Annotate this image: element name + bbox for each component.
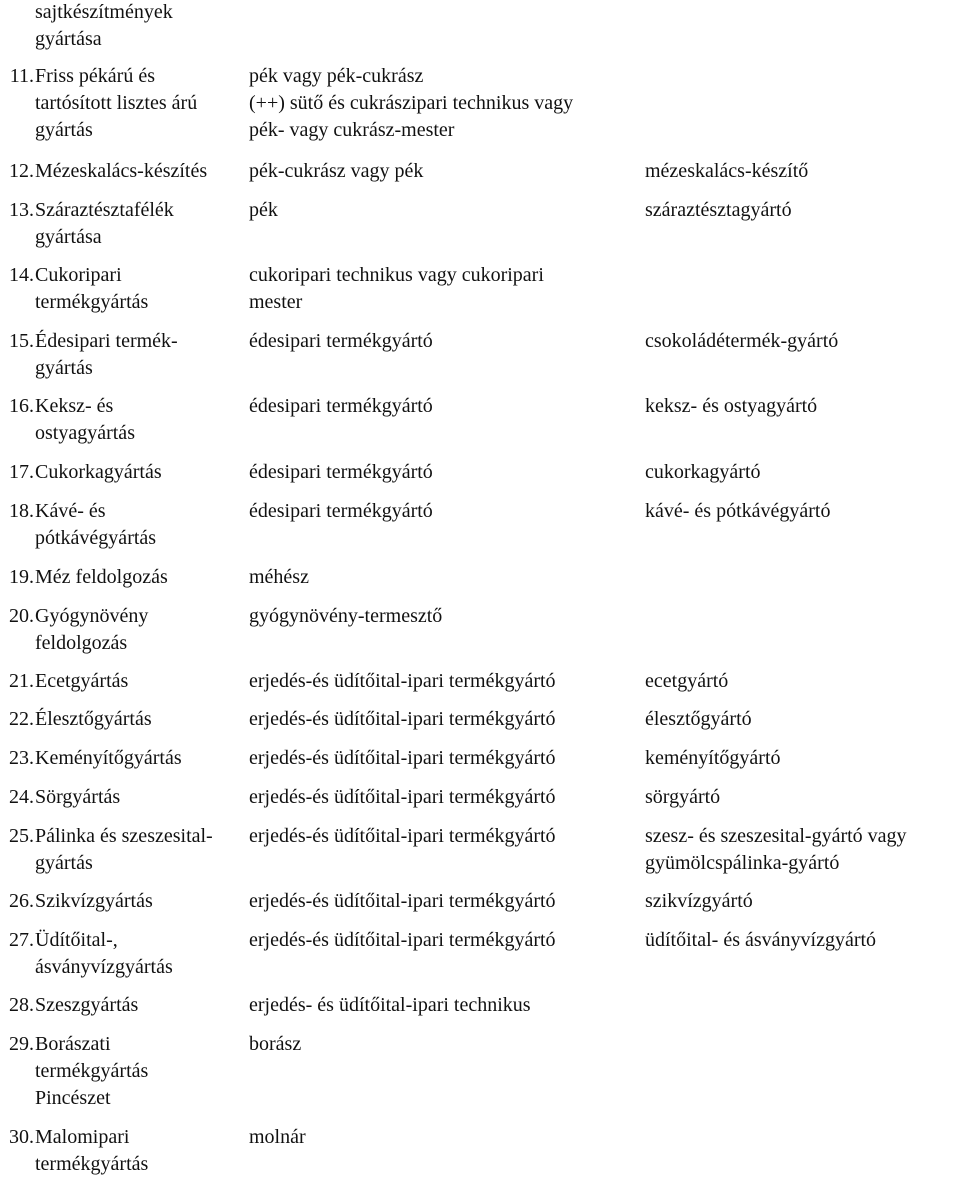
row-number: 29. (9, 1033, 34, 1055)
row-number: 21. (9, 670, 34, 692)
activity-name: Keményítőgyártás (35, 747, 182, 769)
row-number: 15. (9, 330, 34, 352)
row-number: 16. (9, 395, 34, 417)
qualification: borász (249, 1033, 302, 1055)
occupation: sörgyártó (645, 786, 721, 808)
row-number: 11. (9, 65, 34, 87)
qualification: pék-cukrász vagy pék (249, 160, 424, 182)
qualification: molnár (249, 1126, 306, 1148)
qualification: erjedés-és üdítőital-ipari termékgyártó (249, 708, 556, 730)
activity-name: Pálinka és szeszesital- gyártás (35, 825, 213, 874)
qualification: édesipari termékgyártó (249, 395, 433, 417)
qualification: édesipari termékgyártó (249, 500, 433, 522)
occupation: kávé- és pótkávégyártó (645, 500, 831, 522)
activity-name: Keksz- és ostyagyártás (35, 395, 135, 444)
activity-name: Cukoripari termékgyártás (35, 264, 149, 313)
activity-name: Száraztésztafélék gyártása (35, 199, 174, 248)
activity-name: Édesipari termék- gyártás (35, 330, 178, 379)
activity-name: Cukorkagyártás (35, 461, 162, 483)
activity-name: Gyógynövény feldolgozás (35, 605, 149, 654)
occupation: keményítőgyártó (645, 747, 781, 769)
occupation: csokoládétermék-gyártó (645, 330, 839, 352)
activity-name: Friss pékárú és tartósított lisztes árú gyártás (35, 65, 198, 141)
occupation: üdítőital- és ásványvízgyártó (645, 929, 877, 951)
occupation: keksz- és ostyagyártó (645, 395, 818, 417)
qualification: cukoripari technikus vagy cukoripari mester (249, 264, 544, 313)
qualification: gyógynövény-termesztő (249, 605, 443, 627)
activity-name: Sörgyártás (35, 786, 121, 808)
qualification: erjedés-és üdítőital-ipari termékgyártó (249, 747, 556, 769)
qualification: erjedés-és üdítőital-ipari termékgyártó (249, 929, 556, 951)
row-number: 20. (9, 605, 34, 627)
qualification: erjedés-és üdítőital-ipari termékgyártó (249, 786, 556, 808)
activity-name: Mézeskalács-készítés (35, 160, 208, 182)
qualification: pék (249, 199, 278, 221)
qualification: erjedés-és üdítőital-ipari termékgyártó (249, 825, 556, 847)
row-number: 30. (9, 1126, 34, 1148)
activity-name: Malomipari termékgyártás (35, 1126, 149, 1175)
activity-name: Szeszgyártás (35, 994, 139, 1016)
row-number: 27. (9, 929, 34, 951)
row-number: 18. (9, 500, 34, 522)
activity-name: Méz feldolgozás (35, 566, 168, 588)
activity-name: Üdítőital-, ásványvízgyártás (35, 929, 173, 978)
qualification: erjedés-és üdítőital-ipari termékgyártó (249, 670, 556, 692)
occupation: cukorkagyártó (645, 461, 761, 483)
row-number: 19. (9, 566, 34, 588)
row-number: 24. (9, 786, 34, 808)
occupation: száraztésztagyártó (645, 199, 792, 221)
occupation: szesz- és szeszesital-gyártó vagy gyümölcspálinka-gyártó (645, 825, 907, 874)
row-number: 17. (9, 461, 34, 483)
row-number: 13. (9, 199, 34, 221)
qualification: pék vagy pék-cukrász (++) sütő és cukrászipari technikus vagy pék- vagy cukrász-mester (249, 65, 574, 141)
qualification: méhész (249, 566, 309, 588)
occupation: élesztőgyártó (645, 708, 752, 730)
row-number: 12. (9, 160, 34, 182)
occupation: mézeskalács-készítő (645, 160, 809, 182)
row-number: 23. (9, 747, 34, 769)
row-number: 25. (9, 825, 34, 847)
activity-name: Kávé- és pótkávégyártás (35, 500, 157, 549)
activity-name: Ecetgyártás (35, 670, 129, 692)
row-number: 22. (9, 708, 34, 730)
activity-name: Élesztőgyártás (35, 708, 152, 730)
activity-name: Borászati termékgyártás Pincészet (35, 1033, 149, 1109)
row-number: 28. (9, 994, 34, 1016)
qualification: édesipari termékgyártó (249, 330, 433, 352)
qualification: édesipari termékgyártó (249, 461, 433, 483)
occupation: szikvízgyártó (645, 890, 753, 912)
row-number: 14. (9, 264, 34, 286)
activity-name: sajtkészítmények gyártása (35, 1, 173, 50)
activity-name: Szikvízgyártás (35, 890, 153, 912)
qualification: erjedés-és üdítőital-ipari termékgyártó (249, 890, 556, 912)
qualification: erjedés- és üdítőital-ipari technikus (249, 994, 531, 1016)
occupation: ecetgyártó (645, 670, 729, 692)
row-number: 26. (9, 890, 34, 912)
